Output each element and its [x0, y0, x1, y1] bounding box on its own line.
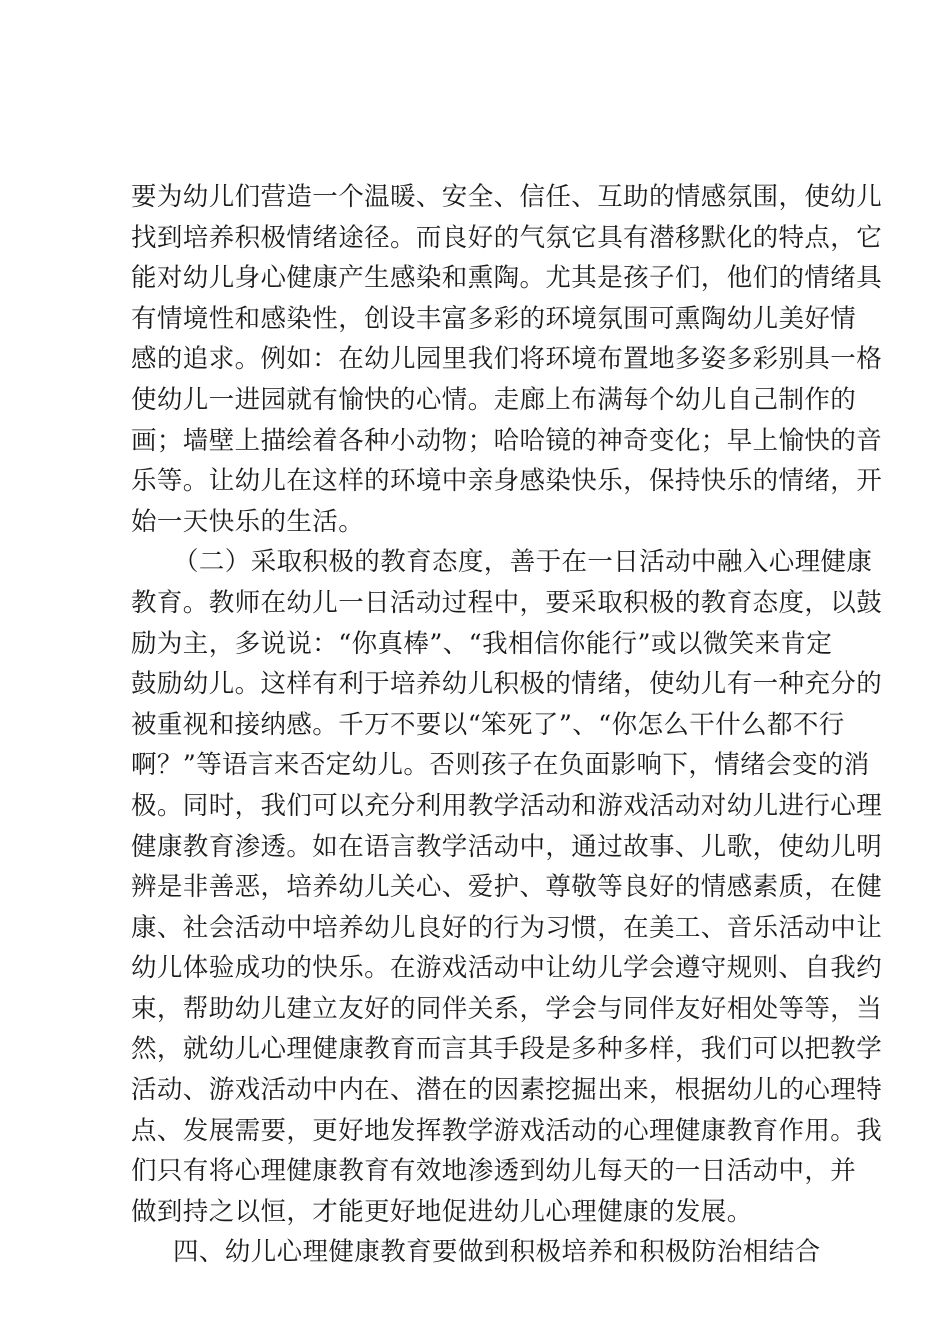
text-line: 啊？”等语言来否定幼儿。否则孩子在负面影响下，情绪会变的消: [131, 750, 870, 781]
text-line: 辨是非善恶，培养幼儿关心、爱护、尊敬等良好的情感素质，在健: [131, 872, 883, 903]
text-line: 然，就幼儿心理健康教育而言其手段是多种多样，我们可以把教学: [131, 1034, 883, 1065]
text-line: 乐等。让幼儿在这样的环境中亲身感染快乐，保持快乐的情绪，开: [131, 466, 883, 497]
text-line: 做到持之以恒，才能更好地促进幼儿心理健康的发展。: [131, 1196, 753, 1227]
text-line: 健康教育渗透。如在语言教学活动中，通过故事、儿歌，使幼儿明: [131, 831, 883, 862]
text-line: 有情境性和感染性，创设丰富多彩的环境氛围可熏陶幼儿美好情: [131, 303, 857, 334]
text-line: 点、发展需要，更好地发挥教学游戏活动的心理健康教育作用。我: [131, 1115, 883, 1146]
text-line: 感的追求。例如：在幼儿园里我们将环境布置地多姿多彩别具一格: [131, 344, 883, 375]
text-line: 要为幼儿们营造一个温暖、安全、信任、互助的情感氛围，使幼儿: [131, 182, 883, 212]
text-line: 找到培养积极情绪途径。而良好的气氛它具有潜移默化的特点，它: [131, 222, 883, 253]
body-text: [131, 177, 883, 1273]
text-line: 极。同时，我们可以充分利用教学活动和游戏活动对幼儿进行心理: [131, 790, 883, 821]
text-line: 画；墙壁上描绘着各种小动物；哈哈镜的神奇变化；早上愉快的音: [131, 425, 883, 456]
section-heading-line: （二）采取积极的教育态度，善于在一日活动中融入心理健康: [173, 547, 873, 578]
text-line: 活动、游戏活动中内在、潜在的因素挖掘出来，根据幼儿的心理特: [131, 1075, 883, 1106]
text-line: 鼓励幼儿。这样有利于培养幼儿积极的情绪，使幼儿有一种充分的: [131, 669, 883, 700]
text-line: 励为主，多说说：“你真棒”、“我相信你能行”或以微笑来肯定: [131, 628, 833, 659]
text-line: 幼儿体验成功的快乐。在游戏活动中让幼儿学会遵守规则、自我约: [131, 953, 883, 984]
text-line: 使幼儿一进园就有愉快的心情。走廊上布满每个幼儿自己制作的: [131, 384, 857, 415]
text-line: 被重视和接纳感。千万不要以“笨死了”、“你怎么干什么都不行: [131, 709, 845, 740]
section-heading: 四、幼儿心理健康教育要做到积极培养和积极防治相结合: [173, 1237, 821, 1268]
text-line: 始一天快乐的生活。: [131, 506, 365, 537]
text-line: 教育。教师在幼儿一日活动过程中，要采取积极的教育态度，以鼓: [131, 587, 883, 618]
text-line: 们只有将心理健康教育有效地渗透到幼儿每天的一日活动中，并: [131, 1156, 857, 1187]
text-line: 能对幼儿身心健康产生感染和熏陶。尤其是孩子们，他们的情绪具: [131, 263, 883, 294]
text-line: 束，帮助幼儿建立友好的同伴关系，学会与同伴友好相处等等，当: [131, 993, 883, 1024]
text-line: 康、社会活动中培养幼儿良好的行为习惯，在美工、音乐活动中让: [131, 912, 883, 943]
